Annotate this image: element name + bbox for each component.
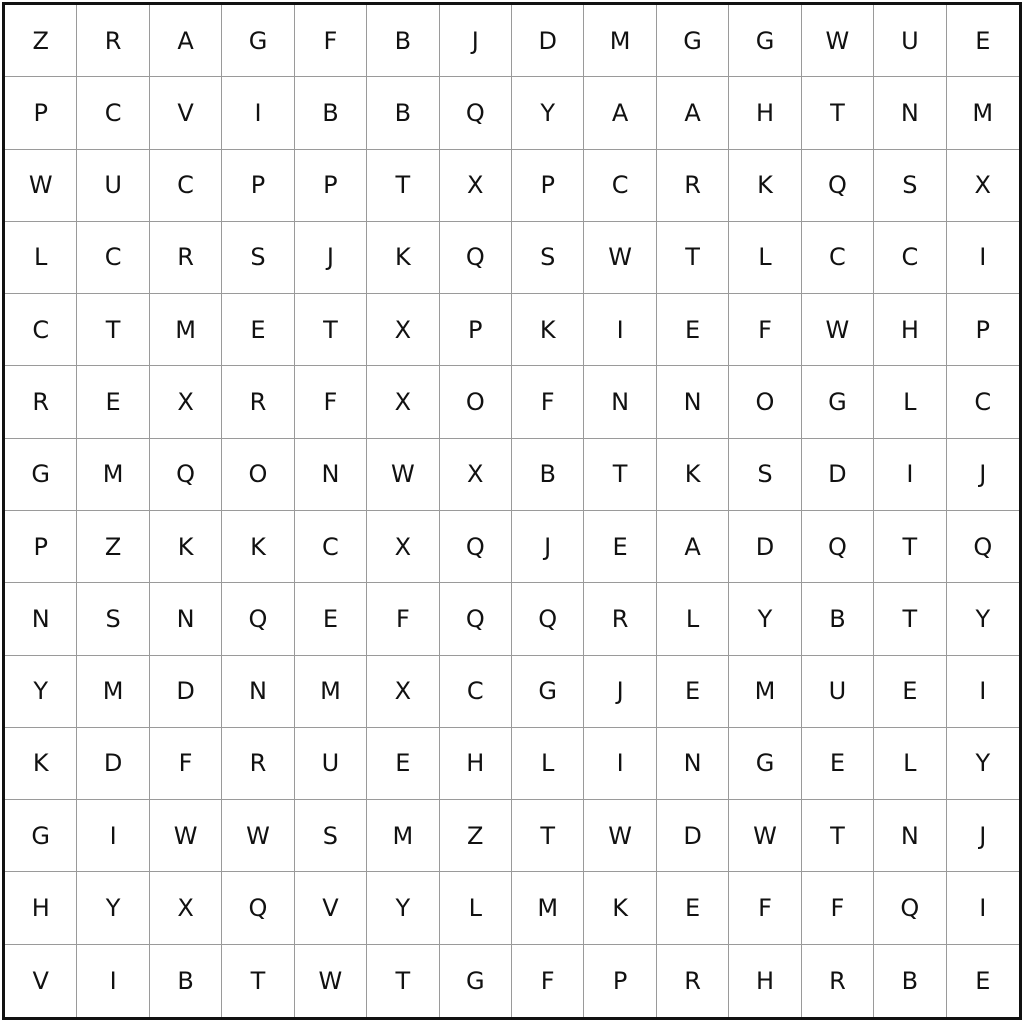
grid-cell-r8-c6[interactable]: X: [367, 511, 439, 583]
grid-cell-r10-c2[interactable]: M: [77, 656, 149, 728]
grid-cell-r2-c3[interactable]: V: [150, 77, 222, 149]
grid-cell-r8-c14[interactable]: Q: [947, 511, 1019, 583]
grid-cell-r9-c8[interactable]: Q: [512, 583, 584, 655]
grid-cell-r6-c10[interactable]: N: [657, 366, 729, 438]
grid-cell-r1-c5[interactable]: F: [295, 5, 367, 77]
grid-cell-r6-c6[interactable]: X: [367, 366, 439, 438]
grid-cell-r3-c3[interactable]: C: [150, 150, 222, 222]
grid-cell-r3-c13[interactable]: S: [874, 150, 946, 222]
grid-cell-r4-c10[interactable]: T: [657, 222, 729, 294]
grid-cell-r2-c8[interactable]: Y: [512, 77, 584, 149]
grid-cell-r7-c9[interactable]: T: [584, 439, 656, 511]
grid-cell-r13-c3[interactable]: X: [150, 872, 222, 944]
grid-cell-r3-c14[interactable]: X: [947, 150, 1019, 222]
grid-cell-r7-c10[interactable]: K: [657, 439, 729, 511]
grid-cell-r6-c5[interactable]: F: [295, 366, 367, 438]
grid-cell-r12-c10[interactable]: D: [657, 800, 729, 872]
grid-cell-r10-c8[interactable]: G: [512, 656, 584, 728]
grid-cell-r10-c11[interactable]: M: [729, 656, 801, 728]
word-search-grid: [2, 2, 1022, 1020]
grid-cell-r6-c1[interactable]: R: [5, 366, 77, 438]
grid-cell-r12-c11[interactable]: W: [729, 800, 801, 872]
grid-cell-r5-c7[interactable]: P: [440, 294, 512, 366]
grid-cell-r5-c10[interactable]: E: [657, 294, 729, 366]
grid-cell-r5-c8[interactable]: K: [512, 294, 584, 366]
grid-cell-r5-c13[interactable]: H: [874, 294, 946, 366]
grid-cell-r11-c4[interactable]: R: [222, 728, 294, 800]
grid-cell-r4-c4[interactable]: S: [222, 222, 294, 294]
grid-cell-r9-c10[interactable]: L: [657, 583, 729, 655]
grid-cell-r12-c7[interactable]: Z: [440, 800, 512, 872]
grid-cell-r14-c5[interactable]: W: [295, 945, 367, 1017]
grid-cell-r9-c3[interactable]: N: [150, 583, 222, 655]
grid-cell-r2-c7[interactable]: Q: [440, 77, 512, 149]
grid-cell-r12-c9[interactable]: W: [584, 800, 656, 872]
grid-cell-r1-c4[interactable]: G: [222, 5, 294, 77]
grid-cell-r6-c14[interactable]: C: [947, 366, 1019, 438]
grid-cell-r8-c8[interactable]: J: [512, 511, 584, 583]
grid-cell-r14-c13[interactable]: B: [874, 945, 946, 1017]
grid-cell-r6-c4[interactable]: R: [222, 366, 294, 438]
grid-cell-r4-c6[interactable]: K: [367, 222, 439, 294]
grid-cell-r1-c14[interactable]: E: [947, 5, 1019, 77]
grid-cell-r10-c10[interactable]: E: [657, 656, 729, 728]
grid-cell-r8-c11[interactable]: D: [729, 511, 801, 583]
grid-cell-r6-c12[interactable]: G: [802, 366, 874, 438]
grid-cell-r7-c6[interactable]: W: [367, 439, 439, 511]
grid-cell-r5-c14[interactable]: P: [947, 294, 1019, 366]
grid-cell-r13-c14[interactable]: I: [947, 872, 1019, 944]
grid-cell-r14-c3[interactable]: B: [150, 945, 222, 1017]
grid-cell-r7-c5[interactable]: N: [295, 439, 367, 511]
grid-cell-r10-c9[interactable]: J: [584, 656, 656, 728]
grid-cell-r10-c13[interactable]: E: [874, 656, 946, 728]
grid-cell-r14-c14[interactable]: E: [975, 966, 991, 995]
grid-cell-r11-c13[interactable]: L: [874, 728, 946, 800]
grid-cell-r12-c2[interactable]: I: [77, 800, 149, 872]
grid-cell-r5-c9[interactable]: I: [584, 294, 656, 366]
grid-cell-r9-c12[interactable]: B: [802, 583, 874, 655]
grid-cell-r14-c8[interactable]: F: [512, 945, 584, 1017]
grid-cell-r3-c6[interactable]: T: [367, 150, 439, 222]
grid-cell-r14-c10[interactable]: R: [657, 945, 729, 1017]
grid-cell-r11-c2[interactable]: D: [77, 728, 149, 800]
grid-cell-r6-c13[interactable]: L: [874, 366, 946, 438]
grid-cell-r1-c9[interactable]: M: [584, 5, 656, 77]
grid-cell-r2-c2[interactable]: C: [77, 77, 149, 149]
grid-cell-r8-c13[interactable]: T: [874, 511, 946, 583]
grid-cell-r6-c9[interactable]: N: [584, 366, 656, 438]
grid-cell-r2-c13[interactable]: N: [874, 77, 946, 149]
grid-cell-r7-c13[interactable]: I: [874, 439, 946, 511]
grid-cell-r5-c3[interactable]: M: [150, 294, 222, 366]
grid-cell-r8-c3[interactable]: K: [150, 511, 222, 583]
grid-cell-r11-c10[interactable]: N: [657, 728, 729, 800]
grid-cell-r12-c1[interactable]: G: [5, 800, 77, 872]
grid-cell-r4-c12[interactable]: C: [802, 222, 874, 294]
grid-cell-r12-c6[interactable]: M: [367, 800, 439, 872]
grid-cell-r2-c10[interactable]: A: [657, 77, 729, 149]
grid-cell-r4-c7[interactable]: Q: [440, 222, 512, 294]
grid-cell-r14-c6[interactable]: T: [367, 945, 439, 1017]
grid-cell-r1-c7[interactable]: J: [440, 5, 512, 77]
grid-cell-r4-c5[interactable]: J: [295, 222, 367, 294]
grid-cell-r9-c13[interactable]: T: [874, 583, 946, 655]
grid-cell-r7-c12[interactable]: D: [802, 439, 874, 511]
grid-cell-r14-c12[interactable]: R: [802, 945, 874, 1017]
grid-cell-r3-c10[interactable]: R: [657, 150, 729, 222]
grid-cell-r2-c11[interactable]: H: [729, 77, 801, 149]
grid-cell-r8-c10[interactable]: A: [657, 511, 729, 583]
grid-cell-r13-c11[interactable]: F: [729, 872, 801, 944]
grid-cell-r3-c8[interactable]: P: [512, 150, 584, 222]
grid-cell-r1-c8[interactable]: D: [512, 5, 584, 77]
grid-cell-r10-c14[interactable]: I: [947, 656, 1019, 728]
grid-cell-r11-c11[interactable]: G: [729, 728, 801, 800]
grid-cell-r2-c14[interactable]: M: [947, 77, 1019, 149]
grid-cell-r11-c8[interactable]: L: [512, 728, 584, 800]
grid-cell-r1-c13[interactable]: U: [874, 5, 946, 77]
grid-cell-r13-c4[interactable]: Q: [222, 872, 294, 944]
grid-cell-r9-c2[interactable]: S: [77, 583, 149, 655]
grid-cell-r10-c5[interactable]: M: [295, 656, 367, 728]
grid-cell-r5-c11[interactable]: F: [729, 294, 801, 366]
grid-cell-r7-c8[interactable]: B: [512, 439, 584, 511]
grid-cell-r6-c7[interactable]: O: [440, 366, 512, 438]
grid-cell-r12-c8[interactable]: T: [512, 800, 584, 872]
grid-cell-r7-c1[interactable]: G: [5, 439, 77, 511]
grid-cell-r8-c1[interactable]: P: [5, 511, 77, 583]
grid-cell-r1-c6[interactable]: B: [367, 5, 439, 77]
grid-cell-r11-c1[interactable]: K: [5, 728, 77, 800]
grid-cell-r2-c1[interactable]: P: [5, 77, 77, 149]
grid-cell-r1-c12[interactable]: W: [802, 5, 874, 77]
grid-cell-r3-c7[interactable]: X: [440, 150, 512, 222]
grid-cell-r12-c4[interactable]: W: [222, 800, 294, 872]
grid-cell-r3-c11[interactable]: K: [729, 150, 801, 222]
grid-cell-r9-c9[interactable]: R: [584, 583, 656, 655]
grid-cell-r1-c10[interactable]: G: [657, 5, 729, 77]
grid-cell-r9-c14[interactable]: Y: [947, 583, 1019, 655]
grid-cell-r11-c5[interactable]: U: [295, 728, 367, 800]
grid-cell-r4-c9[interactable]: W: [584, 222, 656, 294]
grid-cell-r8-c5[interactable]: C: [295, 511, 367, 583]
grid-cell-r6-c3[interactable]: X: [150, 366, 222, 438]
grid-cell-r11-c3[interactable]: F: [150, 728, 222, 800]
grid-cell-r12-c12[interactable]: T: [802, 800, 874, 872]
grid-cell-r4-c8[interactable]: S: [512, 222, 584, 294]
grid-cell-r13-c12[interactable]: F: [802, 872, 874, 944]
grid-cell-r1-c11[interactable]: G: [729, 5, 801, 77]
grid-cell-r10-c12[interactable]: U: [802, 656, 874, 728]
grid-cell-r8-c9[interactable]: E: [584, 511, 656, 583]
grid-cell-r11-c9[interactable]: I: [584, 728, 656, 800]
grid-cell-r5-c5[interactable]: T: [295, 294, 367, 366]
grid-cell-r2-c12[interactable]: T: [802, 77, 874, 149]
grid-cell-r13-c9[interactable]: K: [584, 872, 656, 944]
grid-cell-r4-c11[interactable]: L: [729, 222, 801, 294]
grid-cell-r14-c9[interactable]: P: [584, 945, 656, 1017]
grid-cell-r7-c2[interactable]: M: [77, 439, 149, 511]
grid-cell-r12-c5[interactable]: S: [295, 800, 367, 872]
grid-cell-r7-c3[interactable]: Q: [150, 439, 222, 511]
grid-cell-r10-c1[interactable]: Y: [5, 656, 77, 728]
grid-cell-r4-c13[interactable]: C: [874, 222, 946, 294]
grid-cell-r6-c2[interactable]: E: [77, 366, 149, 438]
grid-cell-r7-c4[interactable]: O: [222, 439, 294, 511]
grid-cell-r8-c4[interactable]: K: [222, 511, 294, 583]
grid-cell-r13-c1[interactable]: H: [5, 872, 77, 944]
grid-cell-r2-c6[interactable]: B: [367, 77, 439, 149]
grid-cell-r13-c7[interactable]: L: [440, 872, 512, 944]
grid-cell-r13-c8[interactable]: M: [512, 872, 584, 944]
grid-cell-r5-c1[interactable]: C: [5, 294, 77, 366]
grid-cell-r11-c14[interactable]: Y: [947, 728, 1019, 800]
grid-cell-r12-c13[interactable]: N: [874, 800, 946, 872]
grid-cell-r14-c4[interactable]: T: [222, 945, 294, 1017]
grid-cell-r13-c6[interactable]: Y: [367, 872, 439, 944]
grid-cell-r1-c2[interactable]: R: [77, 5, 149, 77]
grid-cell-r9-c11[interactable]: Y: [729, 583, 801, 655]
grid-cell-r4-c14[interactable]: I: [947, 222, 1019, 294]
grid-cell-r9-c6[interactable]: F: [367, 583, 439, 655]
grid-cell-r3-c1[interactable]: W: [5, 150, 77, 222]
grid-cell-r14-c7[interactable]: G: [440, 945, 512, 1017]
grid-cell-r7-c7[interactable]: X: [440, 439, 512, 511]
grid-cell-r11-c7[interactable]: H: [440, 728, 512, 800]
grid-cell-r13-c10[interactable]: E: [657, 872, 729, 944]
grid-cell-r5-c4[interactable]: E: [222, 294, 294, 366]
grid-cell-r13-c5[interactable]: V: [295, 872, 367, 944]
grid-cell-r11-c6[interactable]: E: [367, 728, 439, 800]
grid-cell-r1-c1[interactable]: Z: [5, 5, 77, 77]
grid-cell-r3-c4[interactable]: P: [222, 150, 294, 222]
grid-cell-r3-c9[interactable]: C: [584, 150, 656, 222]
grid-cell-r2-c5[interactable]: B: [295, 77, 367, 149]
grid-cell-r9-c1[interactable]: N: [5, 583, 77, 655]
grid-cell-r2-c4[interactable]: I: [222, 77, 294, 149]
grid-cell-r10-c3[interactable]: D: [150, 656, 222, 728]
grid-cell-r5-c2[interactable]: T: [77, 294, 149, 366]
grid-cell-r9-c4[interactable]: Q: [222, 583, 294, 655]
grid-cell-r12-c14[interactable]: J: [947, 800, 1019, 872]
grid-cell-r4-c1[interactable]: L: [5, 222, 77, 294]
grid-cell-r9-c5[interactable]: E: [295, 583, 367, 655]
grid-cell-r10-c7[interactable]: C: [440, 656, 512, 728]
grid-cell-r7-c14[interactable]: J: [947, 439, 1019, 511]
grid-cell-r3-c2[interactable]: U: [77, 150, 149, 222]
grid-cell-r4-c2[interactable]: C: [77, 222, 149, 294]
grid-cell-r8-c2[interactable]: Z: [77, 511, 149, 583]
grid-cell-r5-c6[interactable]: X: [367, 294, 439, 366]
grid-cell-r12-c3[interactable]: W: [150, 800, 222, 872]
grid-cell-r6-c8[interactable]: F: [512, 366, 584, 438]
grid-cell-r1-c3[interactable]: A: [150, 5, 222, 77]
grid-cell-r2-c9[interactable]: A: [584, 77, 656, 149]
grid-cell-r5-c12[interactable]: W: [802, 294, 874, 366]
grid-cell-r8-c7[interactable]: Q: [440, 511, 512, 583]
grid-cell-r9-c7[interactable]: Q: [440, 583, 512, 655]
grid-cell-r14-c11[interactable]: H: [729, 945, 801, 1017]
grid-cell-r3-c12[interactable]: Q: [802, 150, 874, 222]
grid-cell-r4-c3[interactable]: R: [150, 222, 222, 294]
grid-cell-r3-c5[interactable]: P: [295, 150, 367, 222]
grid-cell-r14-c2[interactable]: I: [77, 945, 149, 1017]
grid-cell-r14-c1[interactable]: V: [5, 945, 77, 1017]
grid-cell-r8-c12[interactable]: Q: [802, 511, 874, 583]
grid-cell-r6-c11[interactable]: O: [729, 366, 801, 438]
grid-cell-r11-c12[interactable]: E: [802, 728, 874, 800]
grid-cell-r7-c11[interactable]: S: [729, 439, 801, 511]
grid-cell-r13-c13[interactable]: Q: [874, 872, 946, 944]
grid-cell-r10-c6[interactable]: X: [367, 656, 439, 728]
grid-cell-r13-c2[interactable]: Y: [77, 872, 149, 944]
grid-cell-r10-c4[interactable]: N: [222, 656, 294, 728]
